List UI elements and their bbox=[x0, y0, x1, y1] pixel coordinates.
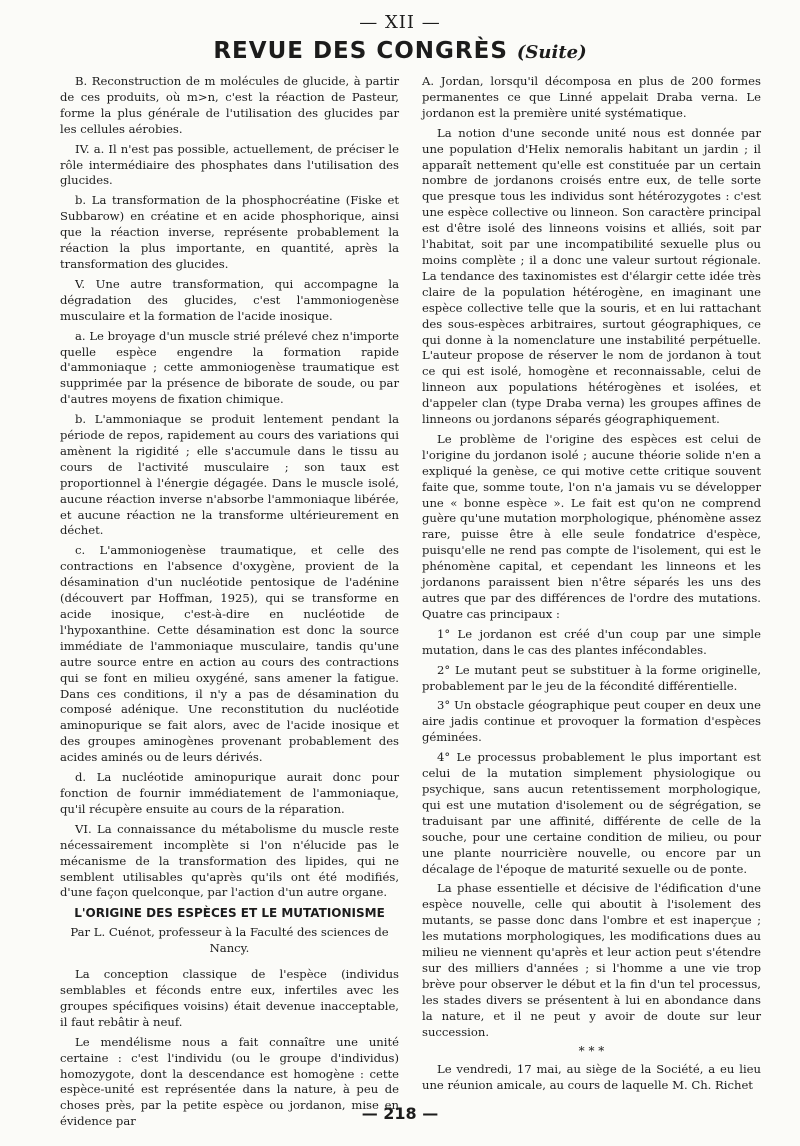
title-text: REVUE DES CONGRÈS bbox=[213, 38, 508, 64]
right-column bbox=[422, 74, 761, 1098]
paragraph-v-d: d. La nucléotide aminopurique aurait donc pour fonction de fournir immédiatement de l'ammoniaque, qu'il récupère ensuite au cours de la réparation. bbox=[60, 770, 399, 816]
paragraph-v-b: b. L'ammoniaque se produit lentement pendant la période de repos, rapidement au cours des variations qui amènent la rigidité ; elle s'accumule dans le tissu au cours de l'activité musculaire ; son taux est proportionnel à l'énergie dégagée. Dans le muscle isolé, aucune réaction inverse n'absorbe l'ammoniaque libérée, et aucune réaction ne la transforme ultérieurement en déchet. bbox=[60, 412, 399, 538]
paragraph-v-a: a. Le broyage d'un muscle strié prélevé chez n'importe quelle espèce engendre la formation rapide d'ammoniaque ; cette ammoniogenèse traumatique est supprimée par la présence de biborate de soude, ou par d'autres moyens de fixation chimique. bbox=[60, 328, 399, 407]
left-column bbox=[60, 74, 399, 1134]
paragraph-iv-a: IV. a. Il n'est pas possible, actuellement, de préciser le rôle intermédiaire des phosphates dans l'utilisation des glucides. bbox=[60, 141, 399, 188]
paragraph-vi: VI. La connaissance du métabolisme du muscle reste nécessairement incomplète si l'on n'élucide pas le mécanisme de la transformation des lipides, qui ne semblent utilisables qu'après qu'ils ont été modifiés, d'une façon quelconque, par l'action d'un autre organe. bbox=[60, 821, 399, 900]
section-title: L'ORIGINE DES ESPÈCES ET LE MUTATIONISME bbox=[74, 906, 385, 921]
paragraph-jordan: A. Jordan, lorsqu'il décomposa en plus de 200 formes permanentes ce que Linné appelait Draba verna. Le jordanon est la première unité systématique. bbox=[422, 74, 761, 120]
case-1: 1° Le jordanon est créé d'un coup par une simple mutation, dans le cas des plantes infécondables. bbox=[422, 626, 761, 657]
case-4: 4° Le processus probablement le plus important est celui de la mutation simplement physiologique ou psychique, sans aucun retentissement morphologique, qui est une mutation d'isolement ou de ségrégation, se traduisant par une affinité, différente de celle de la souche, pour une certaine condition de milieu, ou pour une plante nourricière nouvelle, ou encore par un décalage de l'époque de maturité sexuelle ou de ponte. bbox=[422, 750, 761, 876]
page-title bbox=[0, 38, 800, 64]
roman-page-number: — XII — bbox=[359, 12, 441, 33]
paragraph-v-c: c. L'ammoniogenèse traumatique, et celle des contractions en l'absence d'oxygène, provient de la désamination d'un nucléotide pentosique de l'adénine (découvert par Hoffman, 1925), qui se transforme en acide inosique, c'est-à-dire en nucléotide de l'hypoxanthine. Cette désamination est donc la source immédiate de l'ammoniaque musculaire, tandis qu'une autre source entre en action au cours des contractions qui se font en milieu oxygéné, sans amener la fatigue. Dans ces conditions, il n'y a pas de désamination du composé adénique. Une reconstitution du nucléotide aminopurique se fait alors, avec de l'acide inosique et des groupes aminogènes provenant probablement des acides aminés ou de leurs dérivés. bbox=[60, 543, 399, 765]
paragraph-mendelisme: Le mendélisme nous a fait connaître une unité certaine : c'est l'individu (ou le groupe d'individus) homozygote, dont la descendance est homogène : cette espèce-unité est représentée dans la nature, à peu de choses près, par la petite espèce ou jordanon, mise en évidence par bbox=[60, 1034, 399, 1129]
paragraph-probleme: Le problème de l'origine des espèces est celui de l'origine du jordanon isolé ; aucune théorie solide n'en a expliqué la genèse, ce qui motive cette critique souvent faite que, somme toute, l'on n'a jamais vu se développer une « bonne espèce ». Le fait est qu'on ne comprend guère qu'une mutation morphologique, phénomène assez rare, puisse être à elle seule fondatrice d'espèce, puisqu'elle ne rend pas compte de l'isolement, qui est le phénomène capital, et cependant les linneons et les jordanons paraissent bien n'être séparés les uns des autres que par des différences de l'ordre des mutations. Quatre cas principaux : bbox=[422, 431, 761, 621]
paragraph-conception: La conception classique de l'espèce (individus semblables et féconds entre eux, infertiles avec les groupes spécifiques voisins) était devenue inacceptable, il faut rebâtir à neuf. bbox=[60, 967, 399, 1029]
paragraph-v: V. Une autre transformation, qui accompagne la dégradation des glucides, c'est l'ammoniogenèse musculaire et la formation de l'acide inosique. bbox=[60, 276, 399, 323]
asterism-divider: * * * bbox=[578, 1044, 605, 1059]
paragraph-iv-b: b. La transformation de la phosphocréatine (Fiske et Subbarow) en créatine et en acide phosphorique, ainsi que la réaction inverse, représente probablement la réaction la plus importante, en quantité, après la transformation des glucides. bbox=[60, 193, 399, 271]
paragraph-vendredi: Le vendredi, 17 mai, au siège de la Société, a eu lieu une réunion amicale, au cours de laquelle M. Ch. Richet bbox=[422, 1062, 761, 1093]
paragraph-b-reconstruction: B. Reconstruction de m molécules de glucide, à partir de ces produits, où m>n, c'est la réaction de Pasteur, forme la plus générale de l'utilisation des glucides par les cellules aérobies. bbox=[60, 74, 399, 136]
paragraph-seconde-unite: La notion d'une seconde unité nous est donnée par une population d'Helix nemoralis habitant un jardin ; il apparaît nettement qu'elle est constituée par un certain nombre de jordanons croisés entre eux, de telle sorte que presque tous les individus sont hétérozygotes : c'est une espèce collective ou linneon. Son caractère principal est d'être isolé des linneons voisins et alliés, soit par l'habitat, soit par une incompatibilité sexuelle plus ou moins complète ; il a donc une valeur surtout régionale. La tendance des taxinomistes est d'élargir cette idée très claire de la population hétérogène, en imaginant une espèce collective telle que la souris, et en lui rattachant des sous-espèces arbitraires, surtout géographiques, ce qui donne à la nomenclature une instabilité perpétuelle. L'auteur propose de réserver le nom de jordanon à tout ce qui est isolé, homogène et reconnaissable, celui de linneon aux populations hétérogènes et isolées, et d'appeler clan (type Draba verna) les groupes affines de linneons ou jordanons séparés géographiquement. bbox=[422, 125, 761, 427]
author-line: Par L. Cuénot, professeur à la Faculté des sciences de Nancy. bbox=[70, 925, 389, 956]
case-3: 3° Un obstacle géographique peut couper en deux une aire jadis continue et provoquer la formation d'espèces géminées. bbox=[422, 698, 761, 745]
title-suite: (Suite) bbox=[516, 42, 587, 63]
case-2: 2° Le mutant peut se substituer à la forme originelle, probablement par le jeu de la fécondité différentielle. bbox=[422, 662, 761, 693]
folio-page-number: — 218 — bbox=[361, 1104, 439, 1123]
paragraph-phase-essentielle: La phase essentielle et décisive de l'édification d'une espèce nouvelle, celle qui aboutit à l'isolement des mutants, se passe donc dans l'ombre et est inaperçue ; les mutations morphologiques, les modifications dues au milieu ne viennent qu'après et leur action peut s'étendre sur des milliers d'années ; si l'homme a une vie trop brève pour observer le début et la fin d'un tel processus, les stades divers se présentent à lui en abondance dans la nature, et il ne peut y avoir de doute sur leur succession. bbox=[422, 881, 761, 1039]
